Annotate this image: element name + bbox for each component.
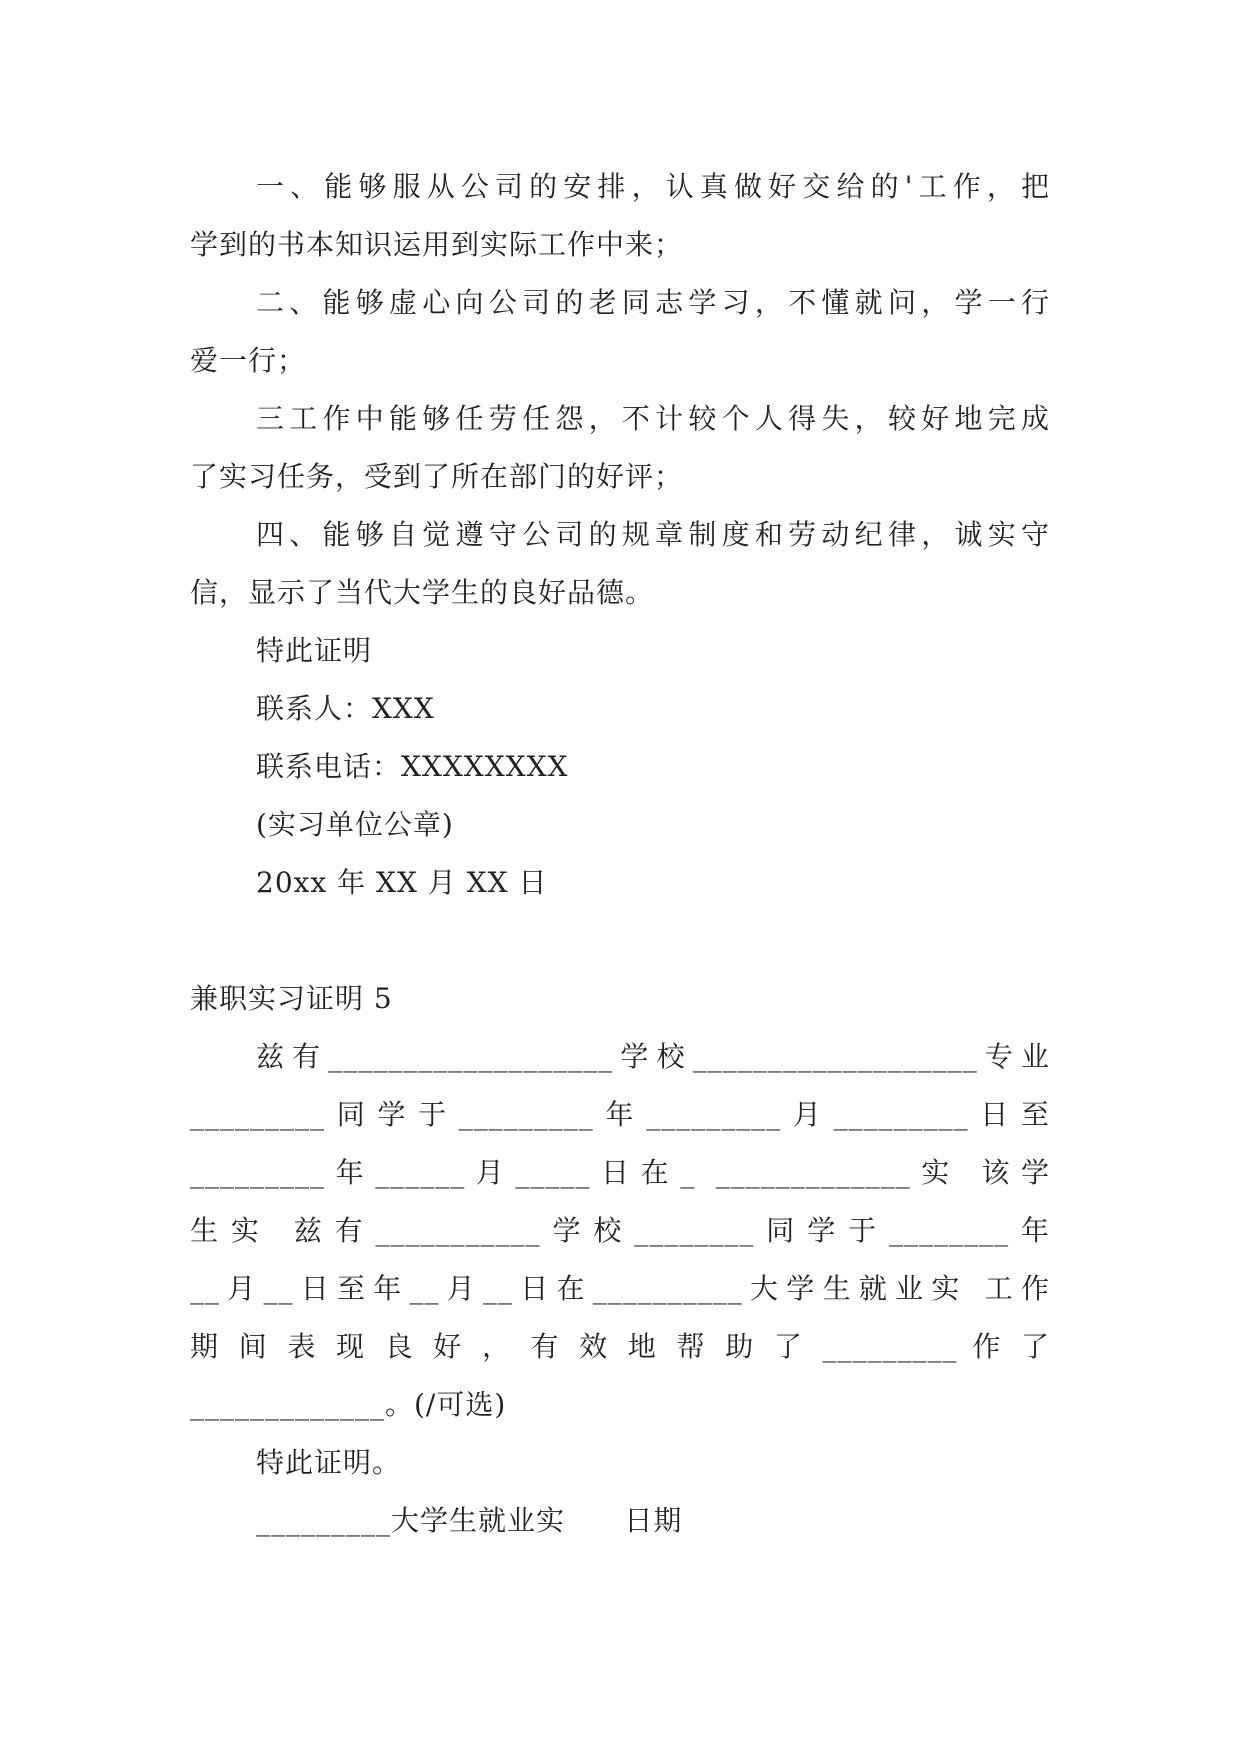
document-page (190, 158, 1050, 1550)
paragraph-line: 四、能够自觉遵守公司的规章制度和劳动纪律，诚实守 (256, 518, 1050, 551)
paragraph-line: 爱一行； (190, 344, 307, 377)
form-line: 兹有___________________学校___________________专业 (256, 1040, 1050, 1073)
paragraph-line: 了实习任务，受到了所在部门的好评； (190, 460, 684, 493)
contact-phone: 联系电话：XXXXXXXX (256, 750, 569, 783)
paragraph-line: 一、能够服从公司的安排，认真做好交给的'工作，把 (256, 170, 1050, 203)
form-line: 期 间 表 现 良 好 ， 有 效 地 帮 助 了 _________ 作 了 (190, 1330, 1050, 1363)
company-seal-text: (实习单位公章) (256, 808, 454, 841)
form-line: _________同学于_________年_________月_________日至 (190, 1098, 1050, 1131)
form-line: _____________。(/可选) (190, 1388, 507, 1421)
contact-person: 联系人：XXX (256, 692, 435, 725)
paragraph-line: 信，显示了当代大学生的良好品德。 (190, 576, 655, 609)
form-line: __月__日至年__月__日在__________大学生就业实 工作 (190, 1272, 1050, 1305)
paragraph-line: 三工作中能够任劳任怨，不计较个人得失，较好地完成 (256, 402, 1050, 435)
certify-text: 特此证明。 (256, 1446, 402, 1479)
section-title: 兼职实习证明 5 (190, 982, 393, 1015)
paragraph-line: 二、能够虚心向公司的老同志学习，不懂就问，学一行 (256, 286, 1050, 319)
form-line: 生实 兹有___________学校________同学于________年 (190, 1214, 1050, 1247)
section-spacer (190, 912, 1050, 970)
paragraph-line: 学到的书本知识运用到实际工作中来； (190, 228, 684, 261)
date-line: 20xx 年 XX 月 XX 日 (256, 866, 548, 899)
certify-text: 特此证明 (256, 634, 373, 667)
form-line: _________年______月_____日在_ _____________实 该学 (190, 1156, 1050, 1189)
signature-date-line: _________大学生就业实 日期 (256, 1504, 683, 1537)
